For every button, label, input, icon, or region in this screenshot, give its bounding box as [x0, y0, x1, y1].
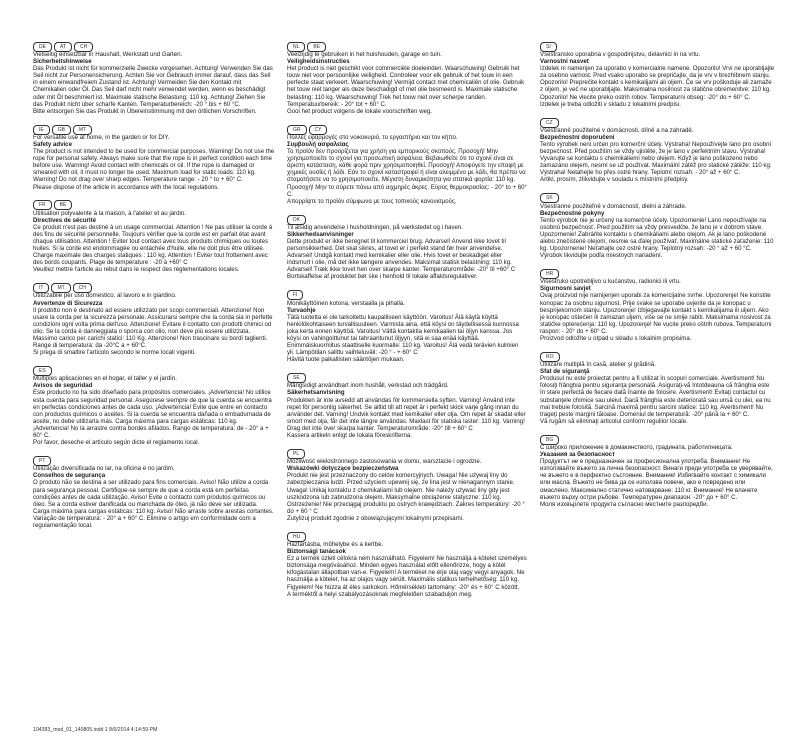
section-title: Sicherheitshinweise	[33, 58, 92, 66]
section-title: Conselhos de segurança	[33, 472, 106, 480]
section-intro: Możliwość wielostronnego zastosowania w domu, warsztacie i ogrodzie.	[287, 458, 482, 466]
print-footer: 104393_mod_01_140805.indd 1 8/6/2014 4:14:59 PM	[33, 727, 158, 733]
section-intro: Vielseitig einsetzbar in Haushalt, Werkstatt und Garten.	[33, 51, 183, 58]
country-code-badge: CH	[74, 42, 93, 52]
country-code-badge: DK	[287, 215, 306, 225]
section-body: Dette produkt er ikke beregnet til kommerciel brug. Advarsel! Anvend ikke tovet til personsikkerhed. Det skal sikres, at tovet er i perfekt stand før hver anvendelse. Advarsel! Undgå kontakt med kemikalier eller olie. Hvis tovet er beskadiget eller indsmurt i olie, må det ikke længere anvendes. Maksimal statisk belastning: 110 kg. Advarsel! Træk ikke tovet hen over skarpe kanter. Temperaturområde: -20° til +60° C Bortskaffelse af produktet bør ske i henhold til lokale affaldsregulativer.	[287, 237, 516, 281]
section-intro: Πολλές εφαρμογές στο νοικοκυριό, το εργαστήριο και τον κήπο.	[287, 133, 458, 141]
country-code-badge: CZ	[540, 118, 559, 128]
section-title: Sikkerhedsanvisninger	[287, 230, 354, 238]
country-code-badge: CH	[73, 283, 92, 293]
language-section	[287, 38, 527, 115]
section-body: Il prodotto non è destinato ad essere utilizzato per scopi commerciali. Attenzione! Non usare la corda per la sicurezza personale. Assicurarsi sempre che la corda sia in perfette condizioni ogni volta prima dell'uso. Attenzione! Evitare il contatto con prodotti chimici od olio. Se la corda è danneggiata o sporca con olio, non deve più essere utilizzata. Massimo carico per carichi statici: 110 Kg. Attenzione! Non trascinare su bordi taglienti. Range di temperatura: da -20°C a + 60°C. Si prega di smaltire l'articolo secondo le norme locali vigenti.	[33, 306, 273, 357]
country-code-badge: MT	[73, 125, 92, 135]
section-intro: Mångsidigt användbart inom hushåll, verkstad och trädgård.	[287, 382, 449, 390]
language-section	[287, 445, 527, 522]
country-badges	[540, 348, 775, 360]
section-title: Directives de sécurité	[33, 216, 97, 224]
section-intro: Háztartásba, műhelybe és a kertbe.	[287, 540, 384, 548]
section-body: Het product is niet geschikt voor commerciële doeleinden. Waarschuwing! Gebruik het touw niet voor persoonlijke veiligheid. Controleer voor elk gebruik of het touw in een perfecte staat verkeert. Waarschuwing! Vermijd contact met chemicaliën of olie. Gebruik het touw niet langer als deze beschadigd of met olie besmeerd is. Maximale statische belasting: 110 kg. Waarschuwing! Trek het touw niet over scherpe randen. Temperatuurbereik: - 20° tot + 60° C. Gooi het product volgens de lokale voorschriften weg.	[287, 65, 525, 115]
country-code-badge: DE	[33, 42, 52, 52]
section-title: Συμβουλή ασφαλείας	[287, 140, 349, 148]
section-intro: For versatile use at home, in the garden or for DIY.	[33, 133, 170, 141]
section-title: Bezpečnostné pokyny	[540, 209, 605, 217]
section-body: Tätä tuotetta ei ole tarkoitettu kaupalliseen käyttöön. Varoitus! Älä käytä köyttä henkilökohtaiseen turvallisuuteen. Varmista aina, että köysi on täydellisessä kunnossa joka kerta ennen käyttöä. Varoitus! Vältä kontaktia kemikaalien tai öljyn kanssa. Jos köysi on vahingoittunut tai tahraantunut öljyyn, sitä ei saa enää käyttää. Enimmäiskuormitus staattiselle kuormalle: 110 kg. Varoitus! Älä vedä terävien kulmien yli. Lämpötilan salittu vaihteluväli: -20 ° - + 60° C Hävitä tuote paikallisten sääntöjen mukaan.	[287, 313, 519, 364]
country-code-badge: IE	[33, 125, 50, 135]
country-code-badge: HR	[540, 269, 559, 279]
country-code-badge: SE	[287, 373, 306, 383]
section-title: Avisos de seguridad	[33, 382, 93, 390]
section-intro: Monikäyttöinen kotona, verstaalla ja pihalla.	[287, 299, 405, 307]
section-body: Produkt nie jest przeznaczony do celów komercyjnych. Uwaga! Nie używaj liny do zabezpieczania ludzi. Przed użyciem upewnij się, że lina jest w nienagannym stanie. Uwaga! Unikaj kontaktu z chemikaliami lub olejem. Nie należy używać liny gdy jest uszkodzona lub zabrudzona olejem. Maksymalne obciążenie statyczne: 110 kg. Ostrzeżenie! Nie przeciągaj produktu po ostrych krawędziach. Zakres temperatury: -20 ° do + 60 ° C Zutylizuj produkt zgodnie z obowiązującymi lokalnymi przepisami.	[287, 472, 525, 522]
language-section	[287, 211, 527, 281]
section-intro: Všestranně použitelné v domácnosti, dílně a na zahradě.	[540, 126, 694, 134]
section-intro: Utilizzabile per uso domestico, al lavoro e in giardino.	[33, 292, 177, 300]
language-section	[540, 38, 775, 108]
section-title: Wskazówki dotyczące bezpieczeństwa	[287, 465, 399, 473]
section-body: Το προϊόν δεν προορίζεται για χρήση για εμπορικούς σκοπούς. Προσοχή! Μην χρησιμοποιείτε το σχοινί για προσωπική ασφάλεια. Βεβαιωθείτε ότι το σχοινί είναι σε άριστη κατάσταση, κάθε φορά πριν χρησιμοποιηθεί. Προσοχή! Αποφύγετε την επαφή με χημικές ουσίες ή λάδι. Εάν το σχοινί καταστραφεί ή είναι αλειμμένο με λάδι, θα πρέπει να σταματήσετε να το χρησιμοποιείτε. Μέγιστη δυναμικότητα για στατικά φορτία: 110 kg. Προσοχή! Μην το σύρετε πάνω από αιχμηρές άκρες. Εύρος θερμοκρασίας: - 20° to + 60° C. Απορρίψτε το προϊόν σύμφωνα με τους τοπικούς κανονισμούς.	[287, 148, 527, 205]
country-badges	[540, 265, 775, 277]
country-code-badge: CY	[309, 125, 328, 135]
section-title: Säkerhetsanvisning	[287, 389, 345, 397]
language-section	[33, 279, 275, 356]
country-badges	[33, 452, 275, 464]
country-code-badge: FR	[33, 200, 52, 210]
section-title: Указания за безопасност	[540, 451, 616, 459]
language-section	[33, 362, 275, 446]
section-body: Izdelek ni namenjen za uporabo v komercialne namene. Opozorilo! Vrvi ne uporabljajte za osebno varnost. Pred vsako uporabo se prepričajte, da je vrv v brezhibnem stanju. Opozorilo! Preprečite kontakt s kemikalijami ali oljem. Če se vrv poškoduje ali zamaže z oljem, je več ne uporabljajte. Maksimalna nosilnost za statične obremenitve: 110 kg. Opozorilo! Ne vlecite preko ostrih robov. Temperaturni obseg: -20° do + 60° C. Izdelek je treba odložiti v skladu z lokalnimi predpisi.	[540, 65, 775, 108]
country-code-badge: HU	[287, 532, 306, 542]
section-intro: Vsestransko uporabna v gospodinjstvu, delavnici in na vrtu.	[540, 51, 701, 58]
section-intro: Múltiples aplicaciones en el hogar, el taller y el jardín.	[33, 375, 177, 383]
language-section	[540, 431, 775, 508]
section-intro: Utilizare multiplă în casă, atelier şi grădină.	[540, 361, 656, 369]
country-badges	[287, 121, 527, 133]
country-code-badge: SK	[540, 193, 559, 203]
country-badges	[540, 38, 775, 50]
language-section	[287, 121, 527, 205]
language-section	[540, 114, 775, 184]
section-title: Sfat de siguranţă	[540, 368, 590, 376]
country-code-badge: GR	[287, 125, 307, 135]
section-title: Veiligheidsinstructies	[287, 58, 350, 66]
section-title: Varnostni nasvet	[540, 58, 589, 66]
section-intro: Utilisation polyvalente à la maison, à l'atelier et au jardin.	[33, 209, 186, 217]
section-title: Bezpečnostní doporučení	[540, 133, 615, 141]
country-code-badge: GB	[52, 125, 71, 135]
country-badges	[287, 38, 527, 50]
country-code-badge: MT	[51, 283, 70, 293]
country-badges	[287, 445, 527, 457]
country-code-badge: IT	[33, 283, 49, 293]
section-intro: Višestruko upotrebljivo u kućanstvu, radionici ili vrtu.	[540, 278, 681, 286]
country-code-badge: RO	[540, 352, 560, 362]
section-intro: Utilização diversificada no lar, na oficina e no jardim.	[33, 465, 175, 473]
country-code-badge: FI	[287, 290, 303, 300]
country-badges	[540, 431, 775, 443]
section-body: Produkten är inte avsedd att användas för kommersiella syften. Varning! Använd inte repet för personlig säkerhet. Se alltid till att repet är i perfekt skick varje gång innan du använder det. Varning! Undvik kontakt med kemikalier eller olja. Om repet är skadat eller smort med olja, får det inte längre användas. Maxlast för statiska laster: 110 kg. Varning! Drag det inte över skarpa kanter. Temperaturområde: -20° till + 60° C Kassera artikeln enligt de lokala föreskrifterna.	[287, 396, 526, 440]
country-badges	[33, 197, 275, 209]
section-body: O produto não se destina a ser utilizado para fins comerciais. Aviso! Não utilize a corda para segurança pessoal. Certifique-se sempre de que a corda está em perfeitas condições antes de cada utilização. Aviso! Evite o contacto com produtos químicos ou óleo. Se a corda estiver danificada ou manchada de óleo, já não deve ser utilizada. Carga máxima para cargas estáticas: 110 kg. Aviso! Não arraste sobre arestas cortantes. Variação de temperatura: - 20° a + 60° C. Elimine o artigo em conformidade com a regulamentação local.	[33, 479, 274, 529]
country-code-badge: ES	[33, 366, 52, 376]
country-code-badge: BE	[307, 42, 326, 52]
country-badges	[540, 190, 775, 202]
country-code-badge: BG	[540, 435, 559, 445]
section-body: The product is not intended to be used for commercial purposes. Warning! Do not use the rope for personal safety. Always make sure that the rope is in perfect condition each time before use. Warning! Avoid contact with chemicals or oil. If the rope is damaged or smeared with oil, it must no longer be used. Maximum load for static loads: 110 kg. Warning! Do not drag over sharp edges. Temperature range: - 20 ° to + 60° C. Please dispose of the article in accordance with the local regulations.	[33, 148, 275, 191]
country-badges	[287, 528, 527, 540]
country-badges	[287, 369, 527, 381]
section-intro: Všestranne použiteľné v domácnosti, dielni a záhrade.	[540, 202, 687, 210]
country-badges	[287, 211, 527, 223]
country-badges	[287, 287, 527, 299]
language-section	[287, 287, 527, 364]
column-right	[540, 38, 775, 514]
section-body: Продуктът не е предназначен за професионална употреба. Внимание! Не използвайте въжето за лична безопасност. Винаги преди употреба се уверявайте, че въжето е в перфектно състояние. Внимание! Избягвайте контакт с химикали или масла. Въжето не бива да се използва повече, ако е повредено или омаслено. Максимално статично натоварване: 110 кг. Внимание! Не влачете въжето върху остри ръбове. Температурен диапазон: -20° до + 60° С. Моля изхвърлете продукта съгласно местните разпоредби.	[540, 458, 773, 508]
language-section	[540, 190, 775, 260]
column-left	[33, 38, 275, 535]
column-middle	[287, 38, 527, 604]
language-section	[287, 369, 527, 439]
section-title: Biztonsági tanácsok	[287, 548, 346, 556]
country-badges	[33, 121, 275, 133]
section-title: Avvertenze di Sicurezza	[33, 299, 103, 307]
language-section	[33, 197, 275, 274]
section-body: Tento výrobok nie je určený na komerčné účely. Upozornenie! Lano nepoužívajte na osobnú bezpečnosť. Pred použitím sa vždy presvedčte, že lano je v dobrom stave. Upozornenie! Zabráňte kontaktu s chemikáliami alebo olejom. Ak je lano poškodené alebo znečistené olejom, nesmie sa ďalej používať. Maximálne statické zaťaženie: 110 kg. Upozornenie! Neťahajte cez ostré hrany. Teplotný rozsah: -20 ° až + 60 °C. Výrobok likvidujte podľa miestnych nariadení.	[540, 216, 774, 260]
country-badges	[540, 114, 775, 126]
section-intro: Veelzijdig te gebruiken in het huishouden, garage en tuin.	[287, 51, 442, 58]
section-body: Ce produit n'est pas destiné à un usage commercial. Attention ! Ne pas utiliser la corde à des fins de sécurité personnelle. Toujours vérifier que la corde est en parfait état avant chaque utilisation. Attention ! Eviter tout contact avec tous produits chimiques ou toutes huiles. Si la corde est endommagée ou entachée d'huile, elle ne doit plus être utilisée. Charge maximale des charges statiques : 110 kg. Attention ! Eviter tout frottement avec des bords coupants. Plage de température : -20 à +60° C Veuillez mettre l'article au rebut dans le respect des réglementations locales.	[33, 223, 273, 274]
language-section	[33, 121, 275, 191]
language-section	[287, 528, 527, 598]
section-title: Safety advice	[33, 140, 72, 148]
section-body: Ez a termék üzleti célokra nem használható. Figyelem! Ne használja a kötelet személyes biztonsága megóvásához. Minden egyes használat előtt ellenőrizze, hogy a kötél kifogástalan állapotban van-e. Figyelem! A terméket ne érje olaj vagy vegyi anyagok. Ne használja a kötelet, ha az olajos vagy sérült. Maximális statikus terhelhetőség: 110 kg. Figyelem! Ne húzza át éles sarkokon. Hőmérsékleti tartomány: -20° és + 60° C között. A terméktől a helyi szabályozásoknak megfelelően szabaduljon meg.	[287, 555, 527, 598]
section-intro: С широко приложение в домакинството, градината, работилницата.	[540, 443, 733, 451]
country-badges	[33, 38, 275, 50]
section-title: Sigurnosni savjet	[540, 285, 591, 293]
country-code-badge: PL	[287, 449, 305, 459]
language-section	[540, 265, 775, 342]
section-title: Turvaohje	[287, 306, 316, 314]
section-body: Este producto no ha sido diseñado para propósitos comerciales. ¡Advertencia! No utilice esta cuerda para seguridad personal. Asegúrese siempre de que la cuerda se encuentra en perfectas condiciones antes de cada uso. ¡Advertencia! Evite que entre en contacto con productos químicos o aceites. Si la cuerda se encuentra dañada o embadurnada de aceite, no debe utilizarla más. Carga máxima para cargas estáticas: 110 kg. ¡Advertencia! No la arrastre contra bordes afilados. Rango de temperatura: de - 20° a + 60° C. Por favor, deseche el artículo según dicte el reglamento local.	[33, 389, 272, 447]
section-body: Das Produkt ist nicht für kommerzielle Zwecke vorgesehen. Achtung! Verwenden Sie das Seil nicht zur Personensicherung. Achten Sie vor Gebrauch immer darauf, dass das Seil in einem einwandfreiem Zustand ist. Achtung! Vermeiden Sie den Kontakt mit Chemikalien oder Öl. Das Seil darf nicht mehr verwendet werden, wenn es beschädigt oder mit Öl beschmiert ist. Maximale statische Belastung: 110 kg. Achtung! Ziehen Sie das Produkt nicht über scharfe Kanten. Temperaturbereich: -20 ° bis + 60 °C. Bitte entsorgen Sie das Produkt in Übereinstimmung mit den örtlichen Vorschriften.	[33, 65, 273, 115]
section-body: Tento výrobek není určen pro komerční účely. Výstraha! Nepoužívejte lano pro osobní bezpečnost. Před použitím se vždy ujistěte, že je lano v perfektním stavu. Výstraha! Vyvarujte se kontaktu s chemikáliemi nebo olejem. Když je lano poškozeno nebo zamazáno olejem, nesmí se už používat. Maximální zátěž pro statické zátěže: 110 kg. Výstraha! Netahejte ho přes ostré hrany. Teplotní rozsah: - 20° až + 60° C. Artikl, prosím, zlikvidujte v souladu s místními předpisy.	[540, 140, 772, 184]
country-code-badge: NL	[287, 42, 305, 52]
country-code-badge: AT	[54, 42, 72, 52]
language-section	[540, 348, 775, 425]
section-body: Ovaj proizvod nije namijenjen uporabi za komercijalne svrhe. Upozorenje! Ne koristite konopac za osobnu sigurnost. Prije svake se uporabe uvjerite da je konopac u besprijekornom stanju. Upozorenje! Izbjegavajte kontakt s kemikalijama ili uljem. Ako je konopac oštećen ili zamazan uljem, više se ne smije rabiti. Maksimalna nosivost za statičke opterećenja: 110 kg. Upozorenje! Ne vucite preko oštrih rubova. Temperaturni raspon: - 20° do + 60° C. Proizvod odložite u otpad u skladu s lokalnim propisima.	[540, 292, 772, 342]
language-section	[33, 452, 275, 529]
section-body: Produsul nu este proiectat pentru a fi utilizat în scopuri comerciale. Avertisment! Nu folosiţi frânghia pentru siguranţa personală. Asiguraţi-vă întotdeauna că frânghia este în stare perfectă de fiecare dată înainte de folosire. Avertisment! Evitaţi contactul cu substanţele chimice sau uleiul. Dacă frânghia este deteriorată sau unsă cu ulei, ea nu mai trebuie folosită. Sarcină maximă pentru sarcini statice: 110 kg. Avertisment! Nu trageţi peste margini tăioase. Domeniul de temperatură: -20° până la + 60° C. Vă rugăm să eliminaţi articolul conform regulilor locale.	[540, 375, 771, 425]
country-code-badge: PT	[33, 456, 51, 466]
section-intro: Til alsidig anvendelse i husholdningen, på værkstedet og i haven.	[287, 223, 463, 231]
country-badges	[33, 279, 275, 291]
language-section	[33, 38, 275, 115]
country-code-badge: BE	[54, 200, 73, 210]
country-badges	[33, 362, 275, 374]
country-code-badge: SI	[540, 42, 557, 52]
